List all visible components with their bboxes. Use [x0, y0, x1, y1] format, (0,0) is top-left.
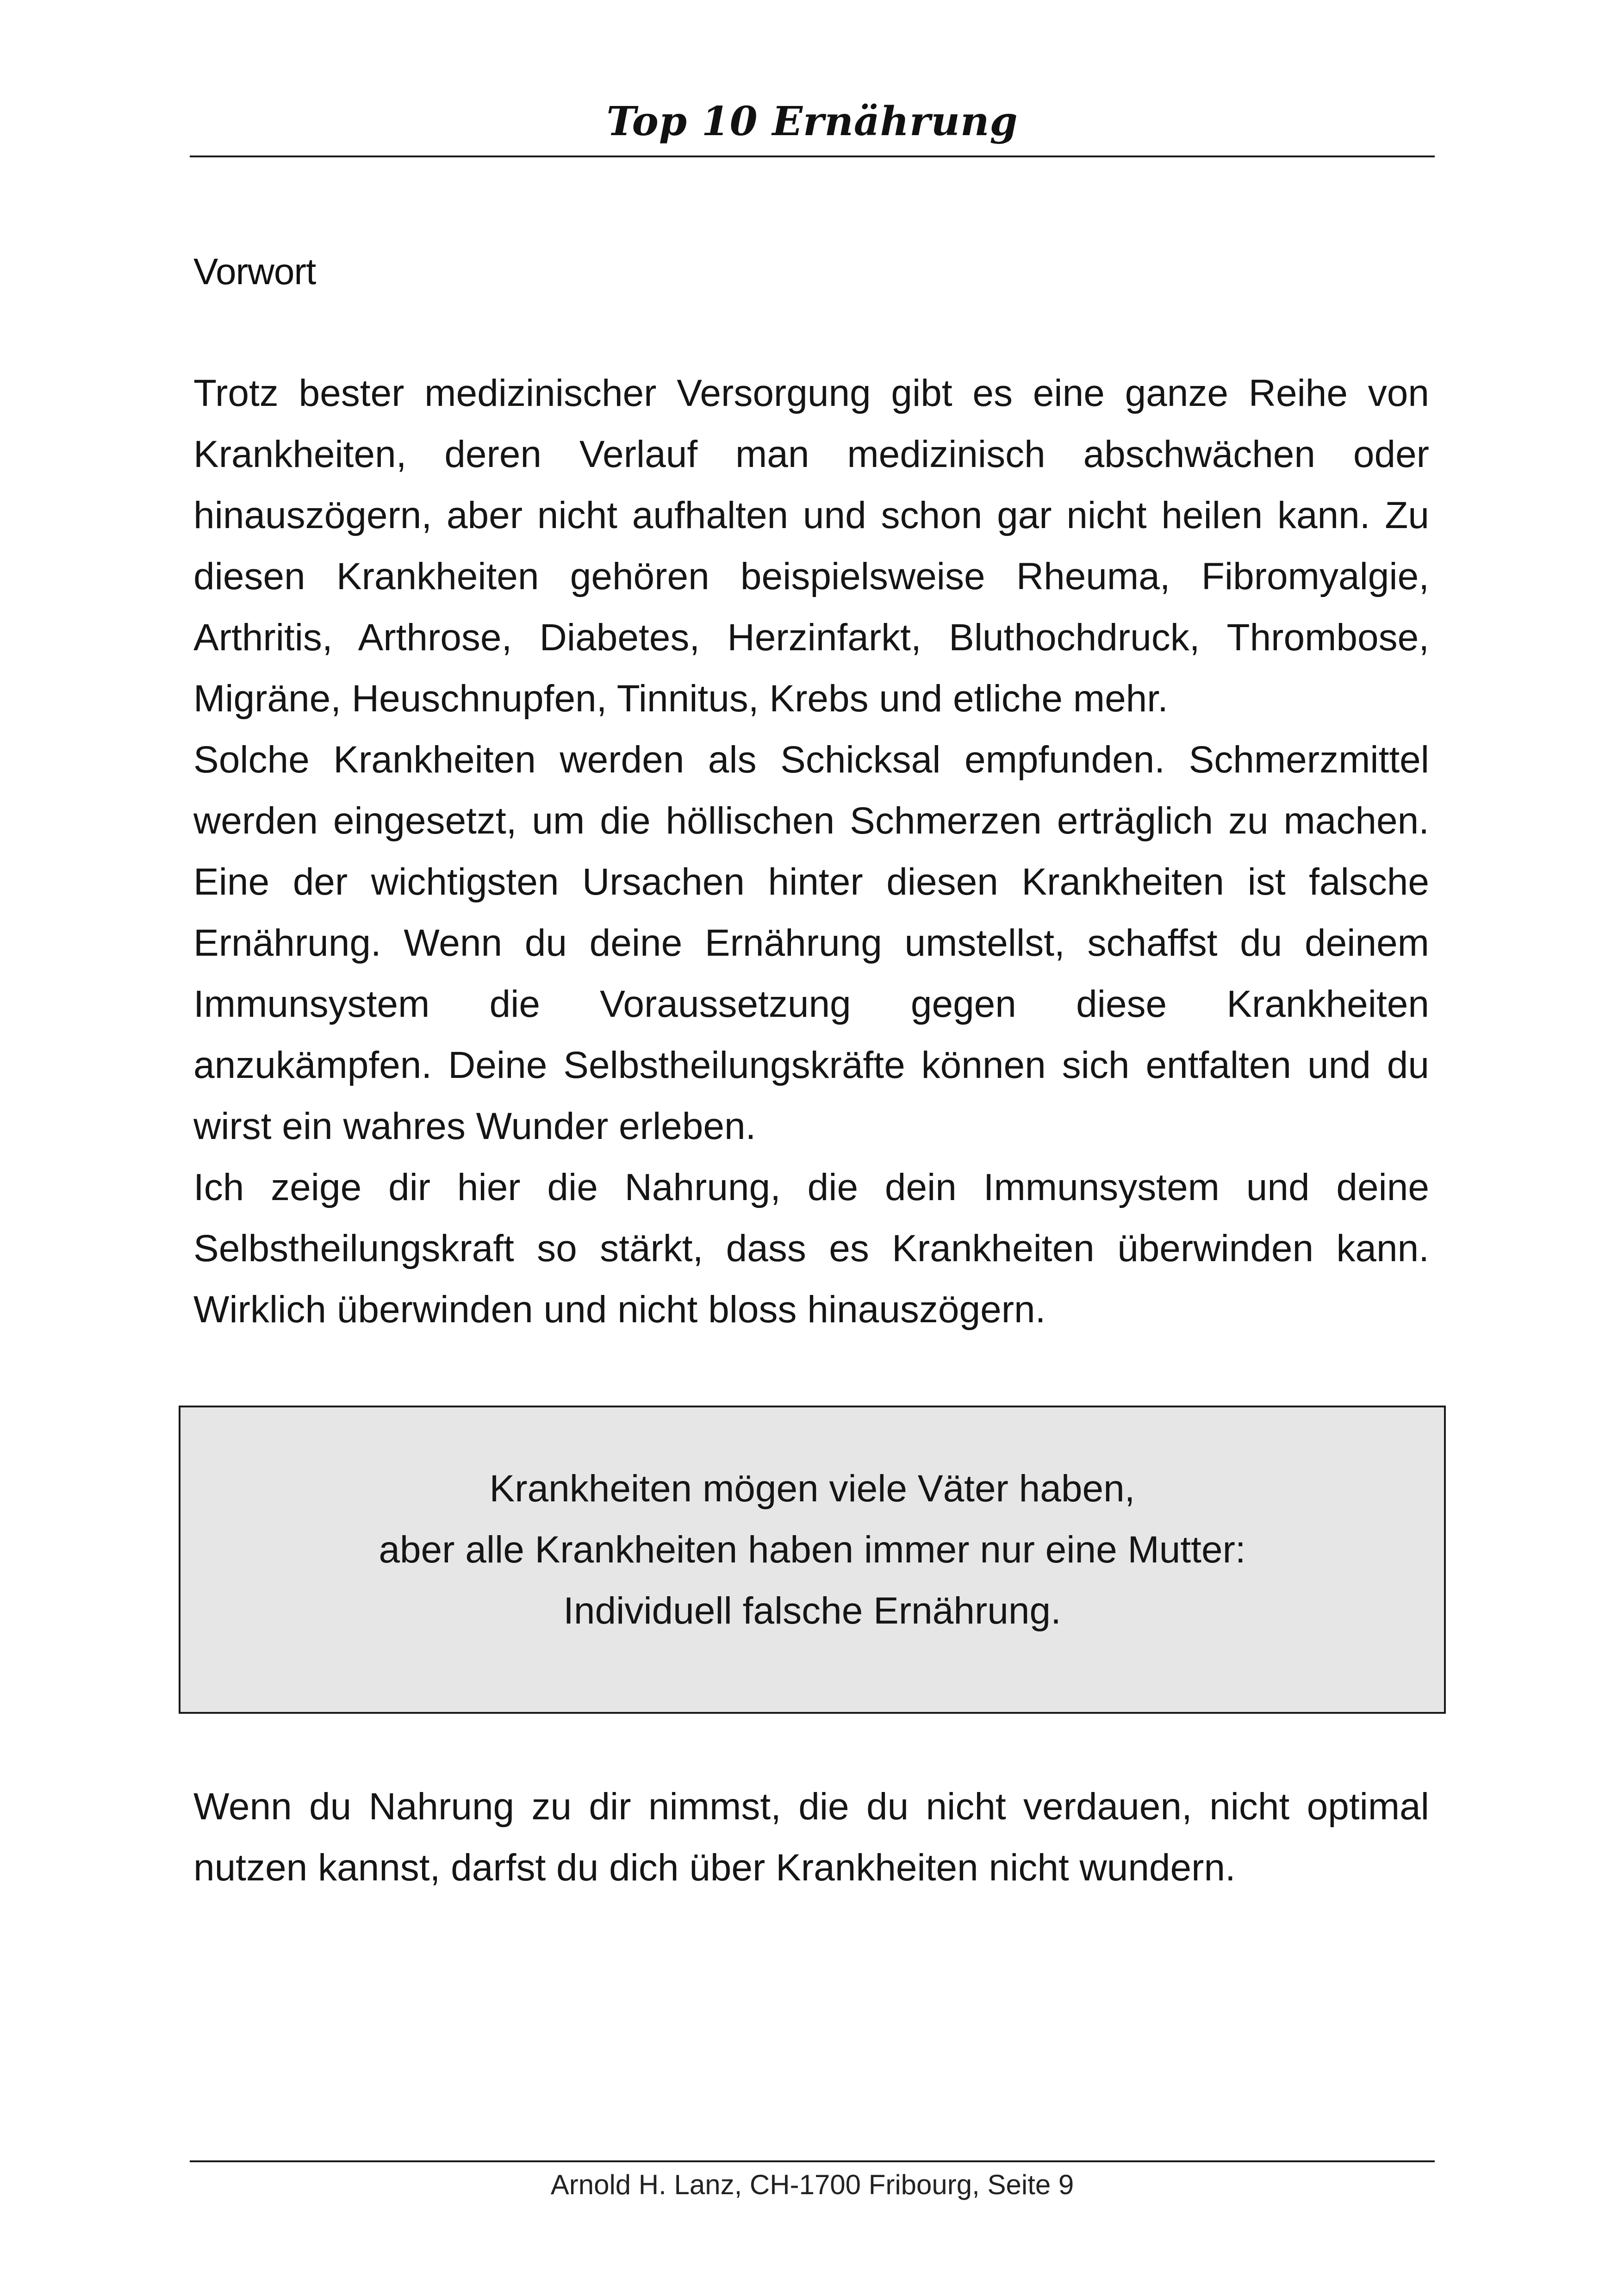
- section-heading: Vorwort: [193, 251, 316, 292]
- footer-divider: [190, 2160, 1435, 2162]
- quote-box: [179, 1406, 1446, 1714]
- quote-line-3: Individuell falsche Ernährung.: [563, 1590, 1061, 1632]
- page-footer: Arnold H. Lanz, CH-1700 Fribourg, Seite 9: [550, 2169, 1074, 2200]
- foreword-text: [193, 363, 1429, 1340]
- closing-paragraph: Wenn du Nahrung zu dir nimmst, die du nicht verdauen, nicht optimal nutzen kannst, darfst du dich über Krankheiten nicht wundern.: [193, 1786, 1429, 1889]
- quote-line-2: aber alle Krankheiten haben immer nur eine Mutter:: [379, 1529, 1246, 1571]
- paragraph-2: Solche Krankheiten werden als Schicksal empfunden. Schmerzmittel werden eingesetzt, um die höllischen Schmerzen erträglich zu machen. Eine der wichtigsten Ursachen hinter diesen Krankheiten ist falsche Ernährung. Wenn du deine Ernährung umstellst, schaffst du deinem Immunsystem die Voraussetzung gegen diese Krankheiten anzukämpfen. Deine Selbstheilungskräfte können sich entfalten und du wirst ein wahres Wunder erleben.: [193, 739, 1429, 1147]
- header-title: Top 10 Ernährung: [606, 98, 1018, 145]
- paragraph-1: Trotz bester medizinischer Versorgung gibt es eine ganze Reihe von Krankheiten, deren Verlauf man medizinisch abschwächen oder hinauszögern, aber nicht aufhalten und schon gar nicht heilen kann. Zu diesen Krankheiten gehören beispielsweise Rheuma, Fibromyalgie, Arthritis, Arthrose, Diabetes, Herzinfarkt, Bluthochdruck, Thrombose, Migräne, Heuschnupfen, Tinnitus, Krebs und etliche mehr.: [193, 372, 1429, 720]
- paragraph-3: Ich zeige dir hier die Nahrung, die dein Immunsystem und deine Selbstheilungskraft so stärkt, dass es Krankheiten überwinden kann. Wirklich überwinden und nicht bloss hinauszögern.: [193, 1166, 1429, 1331]
- closing-text: [193, 1776, 1429, 1898]
- quote-line-1: Krankheiten mögen viele Väter haben,: [489, 1468, 1135, 1510]
- header-divider: [190, 156, 1435, 157]
